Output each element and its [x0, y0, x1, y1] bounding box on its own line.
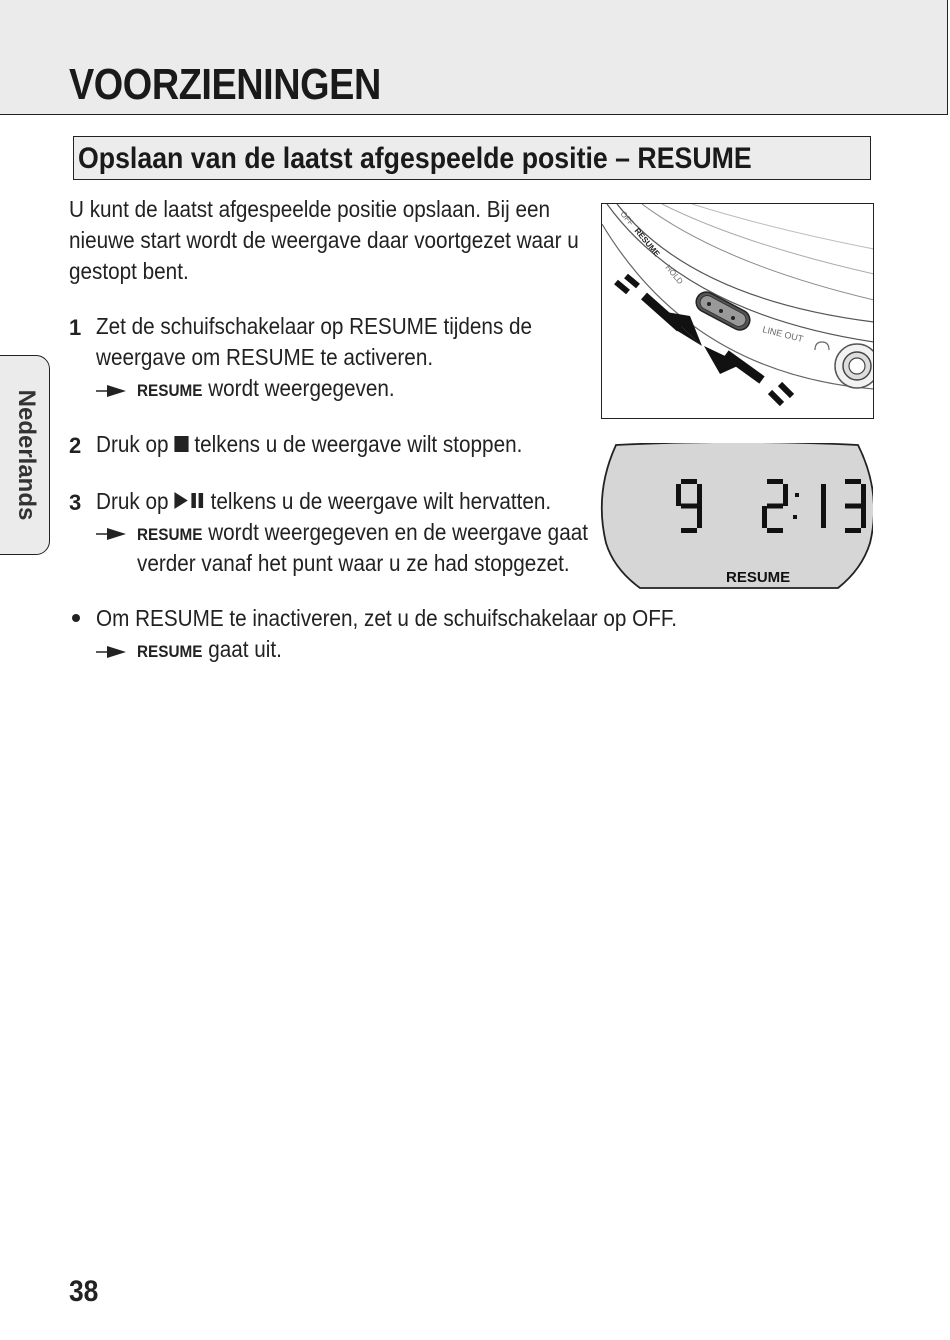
bullet-result	[137, 634, 282, 667]
step-1-result	[137, 373, 395, 406]
switch-label-resume: RESUME	[632, 226, 662, 259]
step-3-line	[96, 486, 551, 517]
step-3-result-text: wordt weergegeven en de weergave gaat	[208, 519, 588, 545]
bullet-dot	[72, 614, 80, 622]
intro-line-2: nieuwe start wordt de weergave daar voortgezet waar u	[69, 227, 579, 253]
step-1-number: 1	[69, 315, 82, 340]
switch-drawing	[602, 204, 874, 419]
intro-line-3: gestopt bent.	[69, 258, 189, 284]
page-number: 38	[69, 1275, 99, 1308]
step-2-after: telkens u de weergave wilt stoppen.	[194, 431, 523, 457]
bullet-result-text: gaat uit.	[208, 636, 282, 662]
switch-label-hold: HOLD	[663, 263, 685, 286]
headphone-icon	[815, 342, 829, 350]
switch-label-off: OFF	[618, 209, 636, 228]
section-title: Opslaan van de laatst afgespeelde positie – RESUME	[78, 142, 752, 175]
step-1-line-1: Zet de schuifschakelaar op RESUME tijdens de	[96, 313, 533, 339]
step-2-line	[96, 429, 522, 460]
switch-illustration	[601, 203, 874, 419]
step-1-result-text: wordt weergegeven.	[208, 375, 395, 401]
section-heading-box	[73, 136, 871, 180]
step-3-after: telkens u de weergave wilt hervatten.	[210, 488, 552, 514]
step-2-before: Druk op	[96, 431, 169, 457]
slide-switch-icon	[693, 289, 754, 334]
result-arrow-icon	[96, 645, 128, 659]
bullet-line: Om RESUME te inactiveren, zet u de schuifschakelaar op OFF.	[96, 605, 677, 631]
lcd-colon-dot	[793, 515, 797, 519]
step-3-before: Druk op	[96, 488, 169, 514]
result-arrow-icon	[96, 527, 128, 541]
lcd-digit-1	[821, 484, 826, 528]
lcd-resume-indicator: RESUME	[726, 569, 791, 586]
switch-label-line-out: LINE OUT	[761, 324, 805, 344]
step-2-number: 2	[69, 433, 82, 458]
language-tab-label: Nederlands	[13, 389, 40, 521]
step-3-result-line-2: verder vanaf het punt waar u ze had stopgezet.	[137, 550, 570, 576]
step-3-number: 3	[69, 490, 82, 515]
page-title: VOORZIENINGEN	[69, 60, 381, 109]
intro-line-1: U kunt de laatst afgespeelde positie opslaan. Bij een	[69, 196, 551, 222]
play-pause-icon	[174, 492, 205, 509]
headphone-jack-icon	[835, 344, 874, 388]
step-3-result-line-1	[137, 517, 588, 550]
stop-icon	[174, 436, 188, 452]
display-indicator-resume: RESUME	[137, 381, 203, 400]
lcd-colon-dot	[795, 493, 799, 497]
display-indicator-resume: RESUME	[137, 525, 203, 544]
display-indicator-resume: RESUME	[137, 642, 203, 661]
step-1-line-2: weergave om RESUME te activeren.	[96, 344, 434, 370]
result-arrow-icon	[96, 384, 128, 398]
